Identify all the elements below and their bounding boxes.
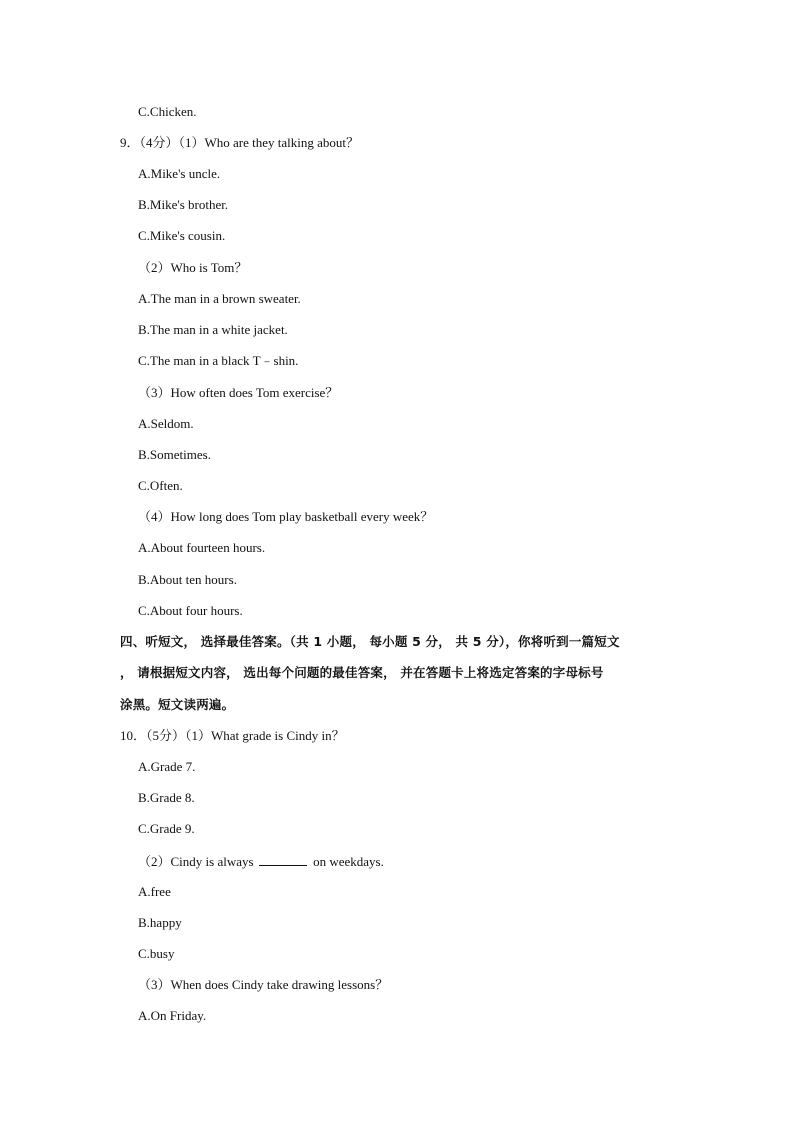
q10-2-option-c: C.busy bbox=[138, 946, 175, 961]
q10-header: 10．（5分）（1）What grade is Cindy in？ bbox=[120, 728, 345, 743]
q10-2-question-before: （2）Cindy is always bbox=[138, 854, 254, 869]
q8-option-c: C.Chicken. bbox=[138, 104, 197, 119]
section4-instructions-line3: 涂黑。短文读两遍。 bbox=[120, 697, 235, 712]
q9-3-option-b: B.Sometimes. bbox=[138, 447, 211, 462]
q9-2-option-a: A.The man in a brown sweater. bbox=[138, 291, 301, 306]
q10-2-question-after: on weekdays. bbox=[313, 854, 384, 869]
q10-2-option-b: B.happy bbox=[138, 915, 182, 930]
q10-3-question: （3）When does Cindy take drawing lessons？ bbox=[138, 977, 389, 992]
q9-1-option-c: C.Mike's cousin. bbox=[138, 228, 226, 243]
q9-2-question: （2）Who is Tom？ bbox=[138, 260, 248, 275]
section4-instructions-line2: ， 请根据短文内容， 选出每个问题的最佳答案， 并在答题卡上将选定答案的字母标号 bbox=[120, 665, 604, 680]
q9-4-option-a: A.About fourteen hours. bbox=[138, 540, 266, 555]
section4-instructions-line1: 四、听短文， 选择最佳答案。（共 1 小题， 每小题 5 分， 共 5 分），你将听到一篇短文 bbox=[120, 634, 620, 649]
q10-2-question bbox=[138, 853, 384, 870]
q10-3-option-a: A.On Friday. bbox=[138, 1008, 207, 1023]
q10-2-option-a: A.free bbox=[138, 884, 171, 899]
q9-2-option-b: B.The man in a white jacket. bbox=[138, 322, 288, 337]
q10-1-option-a: A.Grade 7. bbox=[138, 759, 196, 774]
q10-1-option-c: C.Grade 9. bbox=[138, 821, 195, 836]
q9-2-option-c: C.The man in a black T﹣shin. bbox=[138, 353, 299, 368]
q9-3-question: （3）How often does Tom exercise？ bbox=[138, 385, 339, 400]
q9-4-option-b: B.About ten hours. bbox=[138, 572, 237, 587]
q9-4-question: （4）How long does Tom play basketball every week？ bbox=[138, 509, 434, 524]
q10-1-option-b: B.Grade 8. bbox=[138, 790, 195, 805]
q9-3-option-a: A.Seldom. bbox=[138, 416, 194, 431]
q9-header: 9．（4分）（1）Who are they talking about？ bbox=[120, 135, 360, 150]
q9-4-option-c: C.About four hours. bbox=[138, 603, 243, 618]
answer-blank bbox=[259, 853, 307, 866]
q9-3-option-c: C.Often. bbox=[138, 478, 183, 493]
q9-1-option-a: A.Mike's uncle. bbox=[138, 166, 221, 181]
q9-1-option-b: B.Mike's brother. bbox=[138, 197, 229, 212]
